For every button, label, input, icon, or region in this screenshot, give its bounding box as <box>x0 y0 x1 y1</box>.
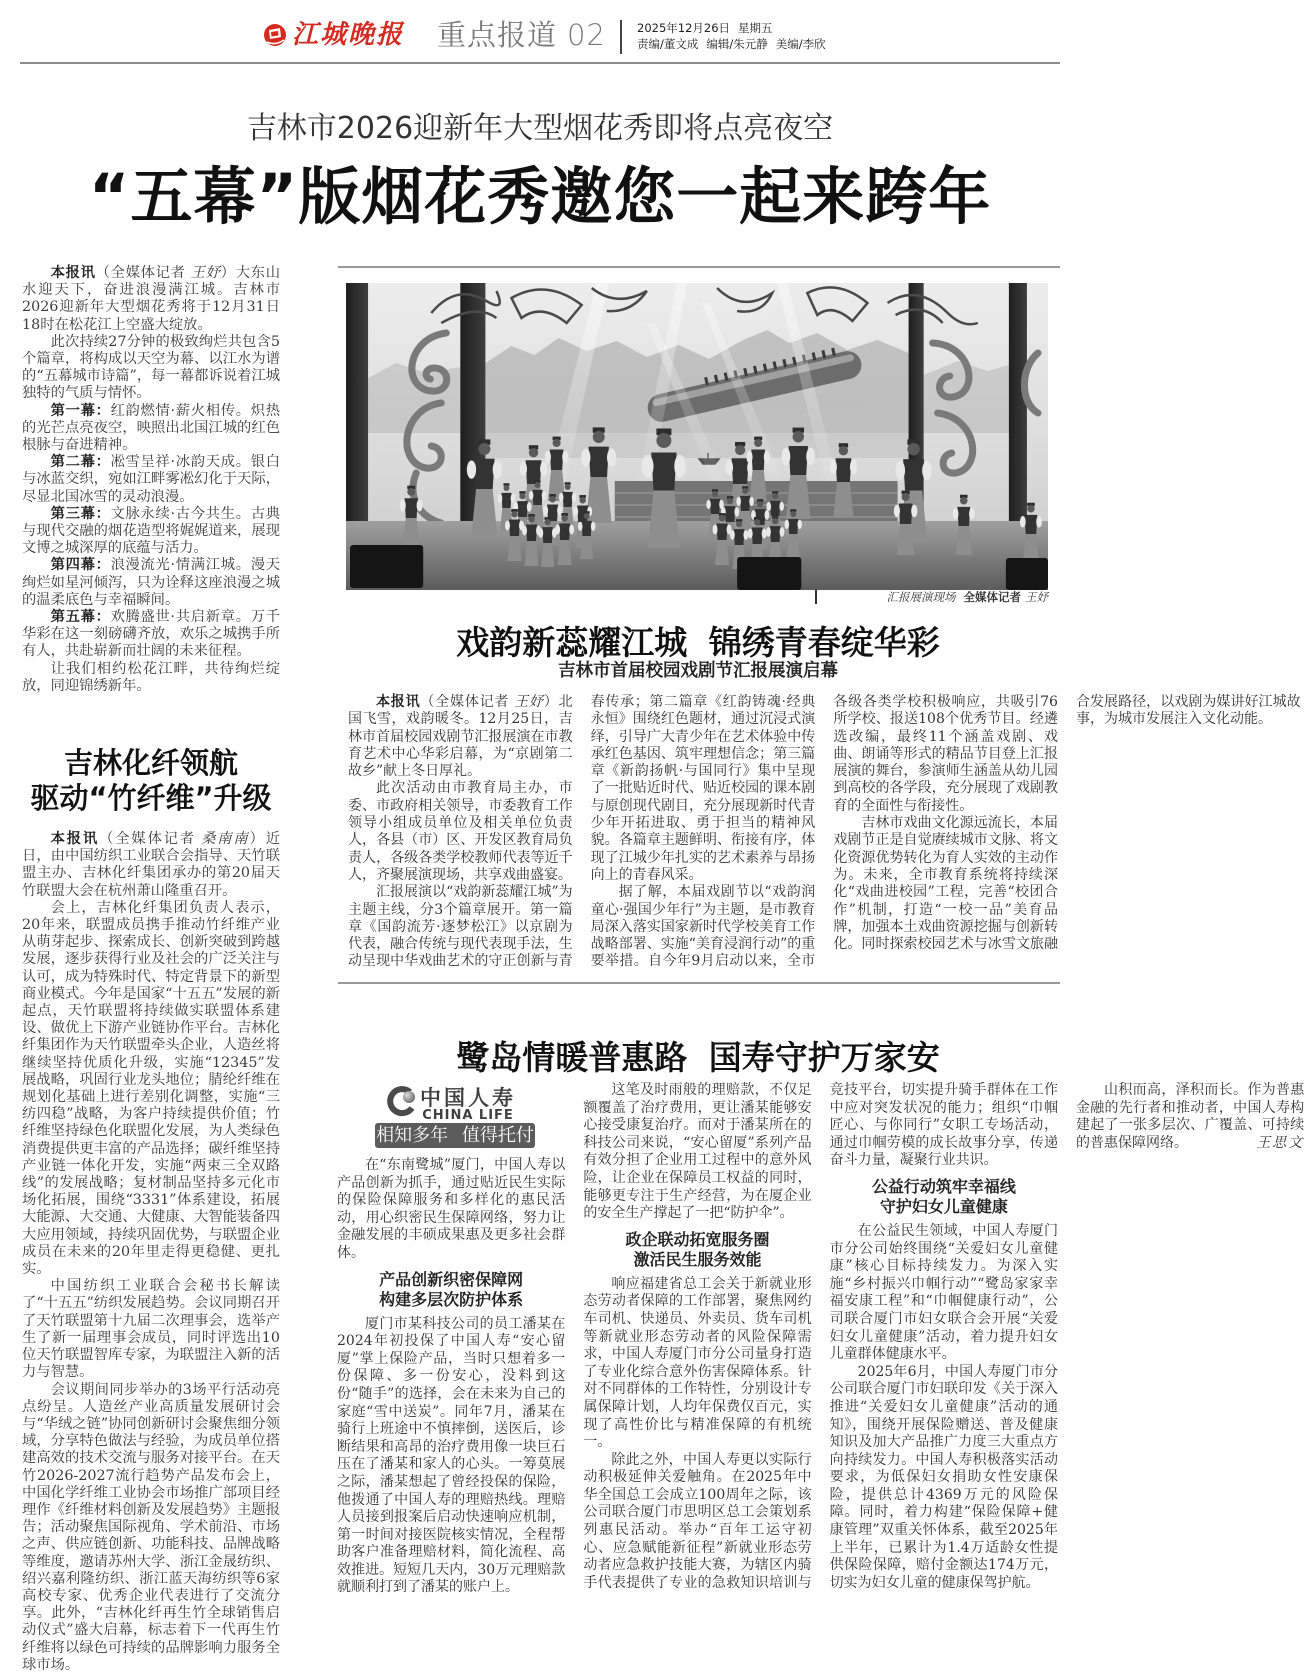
fiber-article-body <box>22 831 280 1674</box>
insurance-headline: 鹭岛情暖普惠路 国寿守护万家安 <box>456 1038 940 1077</box>
section-rule <box>338 982 1060 984</box>
brand-name-cn: 中国人寿 <box>420 1086 516 1110</box>
paragraph: 中国纺织工业联合会秘书长解读了“十五五”纺织发展趋势。会议同期召开了天竹联盟第十九届二次理事会，选举产生了新一届理事会成员，同时评选出10位天竹联盟智库专家，为联盟注入新的活力与智慧。 <box>22 1278 280 1381</box>
paragraph: 在公益民生领域，中国人寿厦门市分公司始终围绕“关爱妇女儿童健康”核心目标持续发力。为深入实施“乡村振兴巾帼行动”“鹭岛家家幸福安康工程”和“巾帼健康行动”，公司联合厦门市妇女联合会开展“关爱妇女儿童健康”活动，着力提升妇女儿童群体健康水平。 <box>829 1222 1058 1363</box>
act-paragraph <box>22 454 280 506</box>
dateline: 本报讯 <box>50 265 96 281</box>
reporter-suffix: ） <box>220 265 236 281</box>
caption-role: 全媒体记者 <box>963 590 1021 604</box>
paragraph: 吉林市戏曲文化源远流长，本届戏剧节正是自觉赓续城市文脉、将文化资源优势转化为育人实效的主动作为。未来，全市教育系统将持续深化“戏曲进校园”工程，完善“校团合作”机制，打造“一校一品”美育品牌，加强本土戏曲资源挖掘与创新转化。同时探索校园艺术与冰雪文旅融合发展路径，以戏剧为媒讲好江城故事，为城市发展注入文化动能。 <box>833 694 1301 953</box>
paragraph: 会上，吉林化纤集团负责人表示，20年来，联盟成员携手推动竹纤维产业从萌芽起步、探索成长、创新突破到跨越发展，逐步获得行业及社会的广泛关注与认可，成为特殊时代、特定背景下的新型商业模式。今年是国家“十五五”发展的新起点，天竹联盟将持续做实联盟体系建设、做优上下游产业链协作平台。吉林化纤集团作为天竹联盟牵头企业，人造丝将继续坚持优质化升级，实施“12345”发展战略，巩固行业龙头地位；腈纶纤维在规划化基础上进行差别化调整，实施“三纺四稳”战略，为客户持续提供价值；竹纤维坚持绿色化联盟化发展，为人类绿色消费提供更丰富的产品选择；碳纤维坚持产业链一体化开发，实施“两束三全双路线”的发展战略；复材制品坚持多元化市场化拓展，围绕“3331”体系建设，拓展大能源、大交通、大健康、大智能装备四大应用领域，持续巩固优势，与联盟企业成员在未来的20年里走得更稳健、更扎实。 <box>22 899 280 1278</box>
caption-divider <box>815 590 817 604</box>
paragraph-text: 山积而高，泽积而长。作为普惠金融的先行者和推动者，中国人寿构建起了一张多层次、广覆盖、可持续的普惠保障网络。 <box>1075 1082 1304 1151</box>
paragraph: 汇报展演以“戏韵新蕊耀江城”为主题主线，分3个篇章展开。第一篇章《国韵流芳·逐梦松江》以京剧为代表，融合传统与现代表现手法，生动呈现中华戏曲艺术的守正创新与青春传承；第二篇章《红韵铸魂·经典永恒》围绕红色题材，通过沉浸式演绎，引导广大青少年在艺术体验中传承红色基因、筑牢理想信念；第三篇章《新韵扬帆·与国同行》集中呈现了一批贴近时代、贴近校园的课本剧与原创现代剧目，充分展现新时代青少年开拓进取、勇于担当的精神风貌。各篇章主题鲜明、衔接有序，体现了江城少年扎实的艺术素养与昂扬向上的青春风采。 <box>348 694 816 970</box>
stage-floor <box>346 521 1048 590</box>
fiber-headline-line: 吉林化纤领航 <box>63 746 238 780</box>
subhead-line: 公益行动筑牢幸福线 <box>871 1176 1016 1196</box>
china-life-emblem-icon <box>386 1085 418 1117</box>
editor-credits <box>637 36 826 52</box>
page-number: 02 <box>567 18 606 52</box>
insurance-article-body <box>337 1082 1304 1598</box>
paragraph: 会议期间同步举办的3场平行活动亮点纷呈。人造丝产业高质量发展研讨会与“华绒之链”协同创新研讨会聚焦细分领域，分享特色做法与经验，为成员单位搭建高效的技术交流与服务对接平台。在天竹2026-2027流行趋势产品发布会上，中国化学纤维工业协会市场推广部项目经理作《纤维材料创新及发展趋势》主题报告；活动聚焦国际视角、学术前沿、市场之声、供应链创新、功能科技、品牌战略等维度，邀请苏州大学、浙江金晟纺织、绍兴嘉利隆纺织、浙江蓝天海纺织等6家高校专家、优秀企业代表进行了交流分享。此外，“吉林化纤再生竹全球销售启动仪式”盛大启幕，标志着下一代再生竹纤维将以绿色可持续的品牌影响力服务全球市场。 <box>22 1381 280 1673</box>
paragraph: 在“东南鹭城”厦门，中国人寿以产品创新为抓手，通过贴近民生实际的保险保障服务和多样化的惠民活动，用心织密民生保障网络，努力让金融发展的丰硕成果惠及更多社会群体。 <box>337 1157 566 1261</box>
newspaper-emblem-icon <box>262 22 288 48</box>
subhead-line: 激活民生服务效能 <box>633 1249 762 1269</box>
section-subhead <box>830 1177 1058 1217</box>
section-title <box>437 16 606 54</box>
act-paragraph <box>22 506 280 558</box>
act-label: 第二幕： <box>50 454 111 471</box>
dateline: 本报讯 <box>50 831 100 847</box>
lead-text: 大东山水迎天下，奋进浪漫满江城。吉林市2026迎新年大型烟花秀将于12月31日18时在松花江上空盛大绽放。 <box>22 265 281 333</box>
paragraph: 此次活动由市教育局主办，市委、市政府相关领导，市委教育工作领导小组成员单位及相关单位负责人，各县（市）区、开发区教育局负责人，各级各类学校教师代表等近千人，齐聚展演现场，共享戏曲盛宴。 <box>348 780 573 883</box>
paragraph: 让我们相约松花江畔，共待绚烂绽放，同迎锦绣新年。 <box>22 660 280 694</box>
issue-date: 2025年12月26日 <box>637 21 731 35</box>
reporter-prefix: （全媒体记者 <box>95 265 186 281</box>
opera-subheadline: 吉林市首届校园戏剧节汇报展演启幕 <box>558 661 838 681</box>
issue-weekday: 星期五 <box>738 21 773 35</box>
lead-kicker: 吉林市2026迎新年大型烟花秀即将点亮夜空 <box>246 111 834 146</box>
reporter-prefix: （全媒体记者 <box>420 694 510 710</box>
act-label: 第一幕： <box>50 402 111 419</box>
lead-paragraph <box>22 265 280 334</box>
fiber-headline <box>22 746 280 816</box>
lead-paragraph <box>348 694 573 780</box>
subhead-line: 政企联动拓宽服务圈 <box>625 1229 770 1249</box>
china-life-logo <box>337 1082 565 1157</box>
reporter-suffix: ） <box>249 831 266 847</box>
lead-headline: “五幕”版烟花秀邀您一起来跨年 <box>88 160 992 233</box>
fiber-headline-line: 驱动“竹纤维”升级 <box>30 781 272 815</box>
brand-name-en: CHINA LIFE <box>422 1108 514 1123</box>
act-text: 凇雪呈祥·冰韵天成。银白与冰蓝交织，宛如江畔雾凇幻化于天际，尽显北国冰雪的灵动浪漫。 <box>22 454 281 505</box>
reporter-name: 王妤 <box>514 694 544 710</box>
author-byline: 王思文 <box>1256 1134 1304 1151</box>
speaker-icon <box>737 557 801 590</box>
brand-slogan: 相知多年 值得托付 <box>376 1125 534 1146</box>
act-text: 文脉永续·古今共生。古典与现代交融的烟花造型将娓娓道来，展现文博之城深厚的底蕴与活力。 <box>22 505 281 557</box>
lead-text: 近日，由中国纺织工业联合会指导、天竹联盟主办、吉林化纤集团承办的第20届天竹联盟大会在杭州萧山隆重召开。 <box>22 831 281 899</box>
reporter-suffix: ） <box>543 694 559 710</box>
act-paragraph <box>22 557 280 609</box>
reporter-name: 桑南南 <box>201 831 250 847</box>
dateline: 本报讯 <box>376 694 421 710</box>
act-text: 欢腾盛世·共启新章。万千华彩在这一刻磅礴齐放，欢乐之城携手所有人，共赴崭新而壮阔的未来征程。 <box>22 609 281 660</box>
section-rule <box>338 266 1060 268</box>
newspaper-logo <box>262 19 404 51</box>
subhead-line: 产品创新织密保障网 <box>379 1269 524 1289</box>
lead-text: 北国飞雪，戏韵暖冬。12月25日，吉林市首届校园戏剧节汇报展演在市教育艺术中心华彩启幕，为“京剧第二故乡”献上冬日厚礼。 <box>348 694 573 780</box>
section-subhead <box>337 1270 565 1310</box>
fireworks-article-body <box>22 265 280 695</box>
paragraph: 据了解，本届戏剧节以“戏韵润童心·强国少年行”为主题，是市教育局深入落实国家新时代学校美育工作战略部署、实施“美育浸润行动”的重要举措。自今年9月启动以来，全市各级各类学校积极响应，共吸引76所学校、报送108个优秀节目。经遴选改编，最终11个涵盖戏剧、戏曲、朗诵等形式的精品节目登上汇报展演的舞台，参演师生涵盖从幼儿园到高校的各学段，充分展现了戏剧教育的全面性与衔接性。 <box>590 694 1058 970</box>
masthead-divider <box>620 20 622 54</box>
speaker-icon <box>1006 558 1048 590</box>
editor-credit: 美编/李欣 <box>775 37 826 51</box>
caption-reporter: 王妤 <box>1025 590 1048 604</box>
editor-credit: 责编/董文成 <box>637 37 699 51</box>
newspaper-name: 江城晚报 <box>292 20 405 50</box>
act-paragraph <box>22 609 280 661</box>
subhead-line: 守护妇女儿童健康 <box>879 1196 1008 1216</box>
photo-caption <box>887 590 1049 604</box>
paragraph: 2025年6月，中国人寿厦门市分公司联合厦门市妇联印发《关于深入推进“关爱妇女儿童健康”活动的通知》，围绕开展保险赠送、普及健康知识及加大产品推广力度三大重点方向持续发力。中国人寿积极落实活动要求，为低保妇女捐助女性安康保险，提供总计4369万元的风险保障。同时，着力构建“保险保障+健康管理”双重关怀体系，截至2025年上半年，已累计为1.4万适龄女性提供保险保障，赔付金额达174万元，切实为妇女儿童的健康保驾护航。 <box>829 1363 1058 1591</box>
section-name: 重点报道 <box>437 18 558 52</box>
reporter-prefix: （全媒体记者 <box>99 831 197 847</box>
act-text: 浪漫流光·情满江城。漫天绚烂如星河倾泻，只为诠释这座浪漫之城的温柔底色与幸福瞬间。 <box>22 557 281 608</box>
china-life-wordmark <box>420 1087 516 1123</box>
masthead-rule <box>20 62 1060 64</box>
act-label: 第五幕： <box>50 609 111 626</box>
issue-meta <box>637 20 826 52</box>
act-label: 第三幕： <box>50 505 111 522</box>
opera-headline: 戏韵新蕊耀江城 锦绣青春绽华彩 <box>456 623 940 662</box>
paragraph: 厦门市某科技公司的员工潘某在2024年初投保了中国人寿“安心留厦”掌上保险产品，当时只想着多一份保障、多一份安心，没料到这份“随手”的选择，会在未来为自己的家庭“雪中送炭”。同年7月，潘某在骑行上班途中不慎摔倒，送医后，诊断结果和高昂的治疗费用像一块巨石压在了潘某和家人的心头。一筹莫展之际，潘某想起了曾经投保的保险，他拨通了中国人寿的理赔热线。理赔人员接到报案后启动快速响应机制，第一时间对接医院核实情况，全程帮助客户准备理赔材料，简化流程、高效推进。短短几天内，30万元理赔款就顺利打到了潘某的账户上。 <box>337 1315 566 1596</box>
caption-scene: 汇报展演现场 <box>886 590 956 604</box>
subhead-line: 构建多层次防护体系 <box>379 1289 524 1309</box>
section-subhead <box>583 1230 811 1270</box>
speaker-icon <box>350 545 423 588</box>
act-text: 红韵燃情·薪火相传。炽热的光芒点亮夜空，映照出北国江城的红色根脉与奋进精神。 <box>22 402 281 454</box>
paragraph: 响应福建省总工会关于新就业形态劳动者保障的工作部署，聚焦网约车司机、快递员、外卖员、货车司机等新就业形态劳动者的风险保障需求，中国人寿厦门市分公司量身打造了专业化综合意外伤害保障体系。针对不同群体的工作特性，分别设计专属保障计划，人均年保费仅百元，实现了高性价比与精准保障的有机统一。 <box>583 1275 812 1451</box>
act-paragraph <box>22 403 280 455</box>
closing-paragraph <box>1076 1082 1304 1152</box>
lead-paragraph <box>22 831 280 900</box>
editor-credit: 编辑/朱元静 <box>706 37 768 51</box>
reporter-name: 王妤 <box>190 265 221 281</box>
opera-article-body <box>348 694 1301 974</box>
stage-performance-photo <box>346 283 1048 590</box>
paragraph: 除此之外，中国人寿更以实际行动积极延伸关爱触角。在2025年中华全国总工会成立100周年之际，该公司联合厦门市思明区总工会策划系列惠民活动。举办“百年工运守初心、应急赋能新征程”新就业形态劳动者应急救护技能大赛，为辖区内骑手代表提供了专业的急救知识培训与竞技平台，切实提升骑手群体在工作中应对突发状况的能力；组织“巾帼匠心、与你同行”女职工专场活动，通过巾帼劳模的成长故事分享，传递奋斗力量，凝聚行业共识。 <box>583 1082 1058 1591</box>
paragraph: 这笔及时雨般的理赔款，不仅足额覆盖了治疗费用，更让潘某能够安心接受康复治疗。而对于潘某所在的科技公司来说，“安心留厦”系列产品有效分担了企业用工过程中的意外风险，让企业在保障员工权益的同时，能够更专注于生产经营，为在厦企业的安全生产撑起了一把“防护伞”。 <box>583 1082 812 1222</box>
act-label: 第四幕： <box>50 557 111 574</box>
issue-date-line <box>637 20 826 36</box>
paragraph: 此次持续27分钟的极致绚烂共包含5个篇章，将构成以天空为幕、以江水为谱的“五幕城市诗篇”，每一幕都诉说着江城独特的气质与情怀。 <box>22 333 280 402</box>
